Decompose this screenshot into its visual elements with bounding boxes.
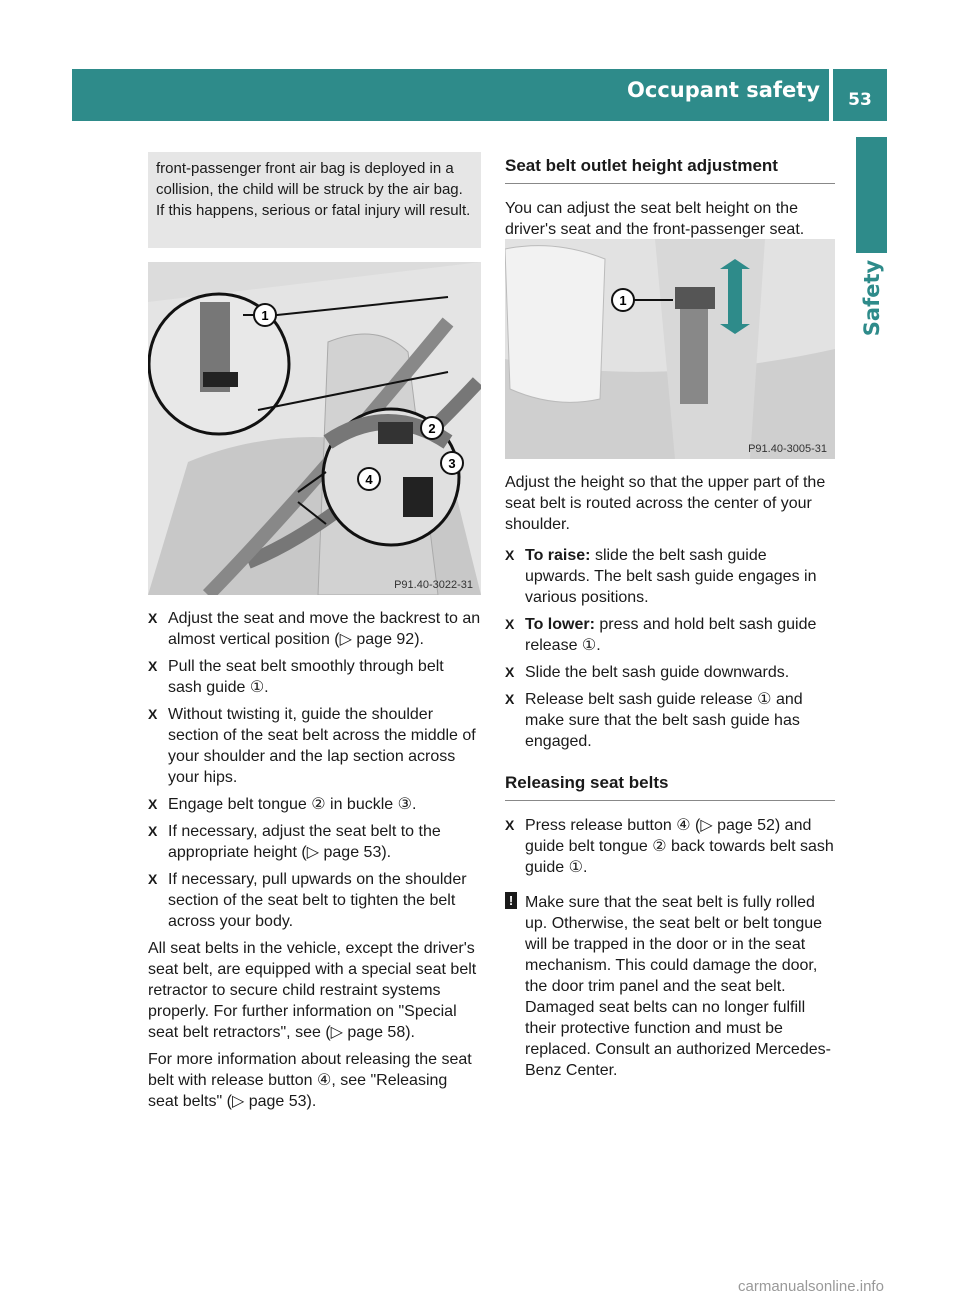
paragraph: All seat belts in the vehicle, except the driver's seat belt, are equipped with a special seat belt retractor to secure child restraint systems properly. For further information on "Special seat belt retractors", see (▷ page 58). [148,940,477,1041]
instruction-item [505,545,835,608]
left-column-text [148,608,481,1118]
page-title: Occupant safety [627,78,820,102]
side-color-block [856,137,887,253]
instruction-item [148,821,481,863]
seat-belt-illustration [148,262,481,595]
bullet-marker: X [148,796,158,812]
bullet-marker: X [148,871,158,887]
callout-4 [358,468,380,490]
raise-label: To raise: [525,547,591,564]
figure-code: P91.40-3022-31 [394,579,473,591]
svg-text:2: 2 [428,421,436,436]
instruction-text: Adjust the seat and move the backrest to an almost vertical position (▷ page 92). [168,610,481,648]
bullet-marker: X [505,691,515,707]
right-column-text-2 [505,472,835,1081]
right-column-text [505,155,835,246]
caution-text: Make sure that the seat belt is fully rolled up. Otherwise, the seat belt or belt tongue will be trapped in the door or in the seat mechanism. This could damage the door, the door trim panel and the seat belt. Damaged seat belts can no longer fulfill their protective function and must be replaced. Consult an authorized Mercedes-Benz Center. [525,894,831,1079]
svg-text:1: 1 [619,293,627,308]
instruction-item [505,815,835,878]
bullet-marker: X [505,616,515,632]
caution-note [505,892,835,1081]
watermark: carmanualsonline.info [738,1278,884,1295]
raise-text: slide the belt sash guide upwards. The belt sash guide engages in various positions. [525,547,817,606]
paragraph: For more information about releasing the seat belt with release button ④, see "Releasing seat belts" (▷ page 53). [148,1051,472,1110]
warning-box [148,152,481,248]
section-tab [856,258,887,338]
instruction-item [148,704,481,788]
bullet-marker: X [505,664,515,680]
instruction-item [505,689,835,752]
paragraph: You can adjust the seat belt height on the driver's seat and the front-passenger seat. [505,200,805,238]
instruction-text: If necessary, pull upwards on the shoulder section of the seat belt to tighten the belt across your body. [168,871,467,930]
belt-height-figure [505,239,835,459]
bullet-marker: X [505,547,515,563]
instruction-text: Slide the belt sash guide downwards. [525,664,790,681]
bullet-marker: X [148,706,158,722]
paragraph: Adjust the height so that the upper part of the seat belt is routed across the center of your shoulder. [505,474,826,533]
instruction-item [148,794,481,815]
bullet-marker: X [505,817,515,833]
instruction-text: Pull the seat belt smoothly through belt sash guide ①. [168,658,444,696]
instruction-item [148,608,481,650]
section-tab-label: Safety [859,259,884,337]
instruction-text: Press release button ④ (▷ page 52) and guide belt tongue ② back towards belt sash guide ①. [525,817,834,876]
instruction-item [505,614,835,656]
callout-2 [421,417,443,439]
instruction-text: Engage belt tongue ② in buckle ③. [168,796,417,813]
seat-belt-figure [148,262,481,595]
instruction-item [148,869,481,932]
svg-text:3: 3 [448,456,456,471]
instruction-text: If necessary, adjust the seat belt to the appropriate height (▷ page 53). [168,823,441,861]
page-number: 53 [833,69,887,121]
instruction-item [148,656,481,698]
instruction-text: Release belt sash guide release ① and make sure that the belt sash guide has engaged. [525,691,803,750]
lower-text: press and hold belt sash guide release ①. [525,616,817,654]
section-heading: Releasing seat belts [505,772,835,801]
caution-icon: ! [505,892,517,909]
callout-1 [254,304,276,326]
belt-height-illustration [505,239,835,459]
bullet-marker: X [148,823,158,839]
section-heading: Seat belt outlet height adjustment [505,155,835,184]
svg-text:4: 4 [365,472,373,487]
callout-3 [441,452,463,474]
svg-text:1: 1 [261,308,269,323]
callout-1 [612,289,634,311]
instruction-text: Without twisting it, guide the shoulder section of the seat belt across the middle of your shoulder and the lap section across your hips. [168,706,476,786]
figure-code: P91.40-3005-31 [748,443,827,455]
lower-label: To lower: [525,616,595,633]
warning-text: front-passenger front air bag is deployed in a collision, the child will be struck by the air bag. If this happens, serious or fatal injury will result. [156,160,471,219]
bullet-marker: X [148,658,158,674]
instruction-item [505,662,835,683]
bullet-marker: X [148,610,158,626]
